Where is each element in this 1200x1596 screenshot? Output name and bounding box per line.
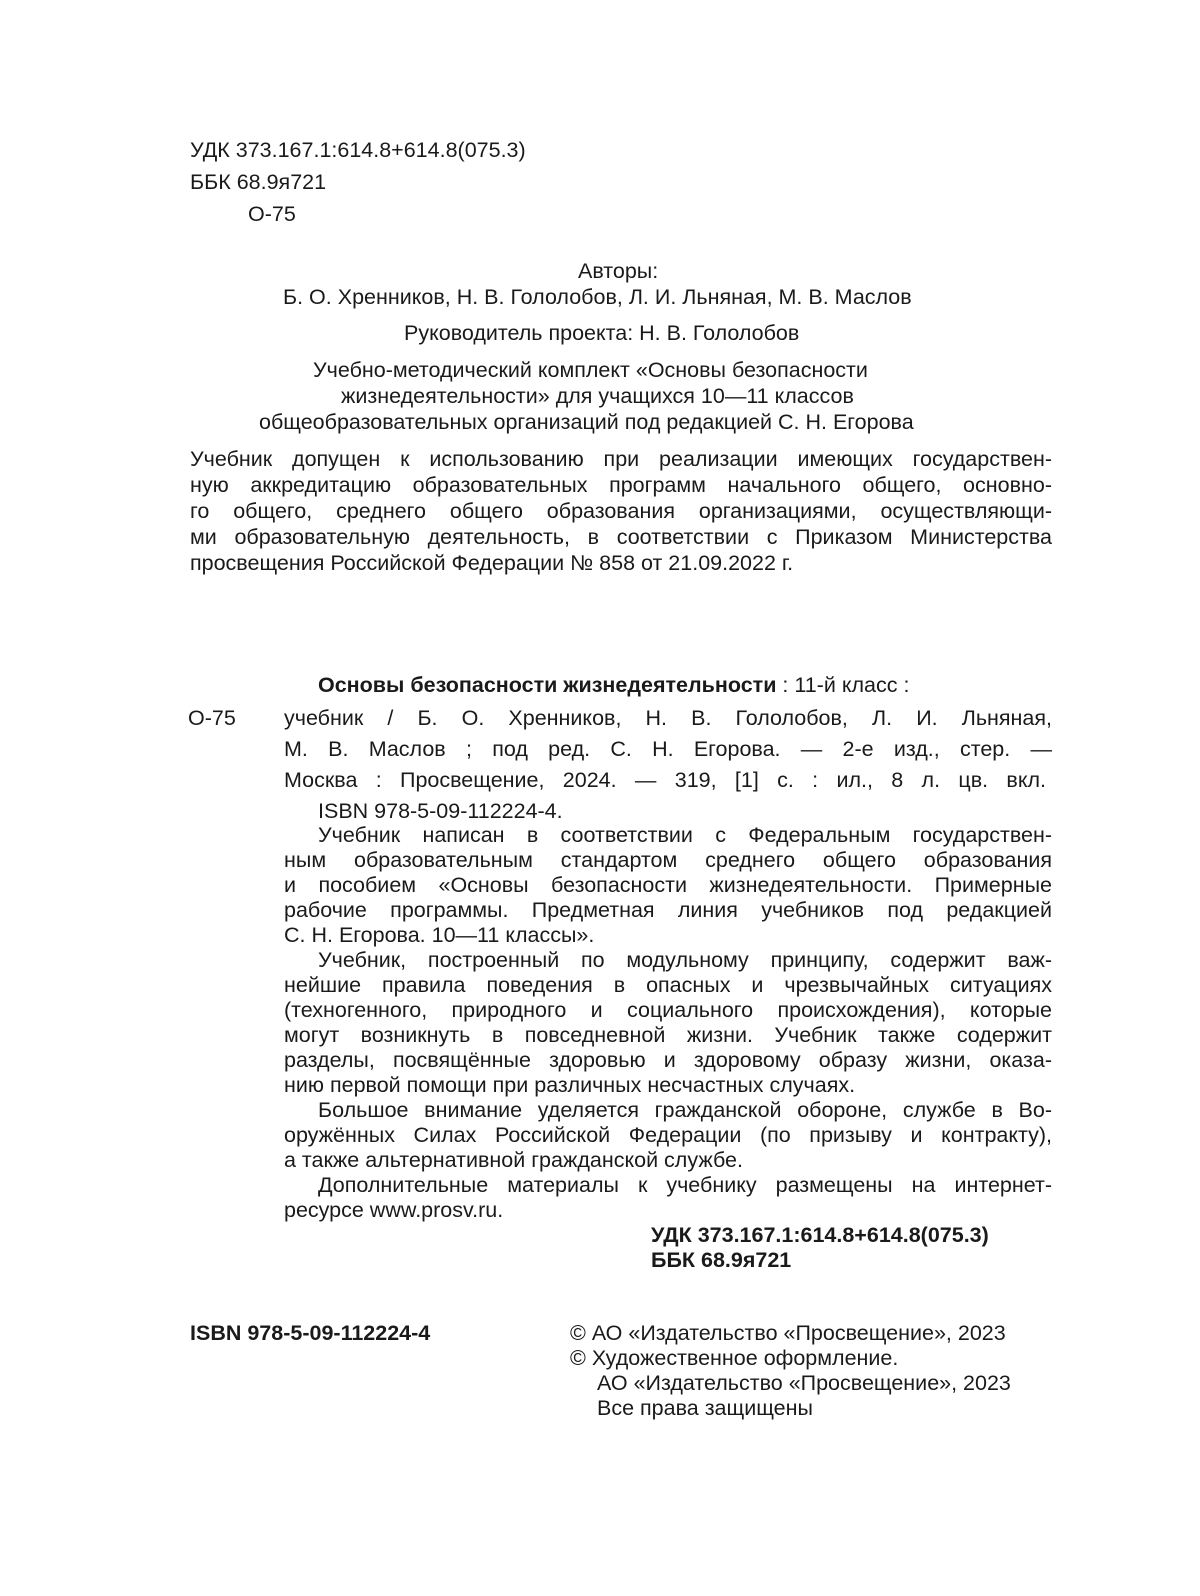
catalog-code: О-75	[188, 706, 236, 730]
umk-line: жизнедеятельности» для учащихся 10—11 классов	[341, 384, 854, 408]
annotation-line: нейшие правила поведения в опасных и чрезвычайных ситуациях	[284, 973, 1052, 997]
annotation-line: Большое внимание уделяется гражданской обороне, службе в Во-	[318, 1098, 1052, 1122]
annotation-line: а также альтернативной гражданской службе.	[284, 1148, 743, 1172]
umk-line: Учебно-методический комплект «Основы безопасности	[313, 358, 868, 382]
annotation-line: рабочие программы. Предметная линия учебников под редакцией	[284, 898, 1052, 922]
rights-reserved: Все права защищены	[597, 1396, 813, 1420]
annotation-line: Дополнительные материалы к учебнику размещены на интернет-	[318, 1173, 1052, 1197]
catalog-title	[318, 672, 909, 698]
udk-code-bold: УДК 373.167.1:614.8+614.8(075.3)	[651, 1223, 989, 1247]
annotation-line: разделы, посвящённые здоровью и здоровому образу жизни, оказа-	[284, 1048, 1052, 1072]
annotation-line: С. Н. Егорова. 10—11 классы».	[284, 923, 595, 947]
copyright-line: © Художественное оформление.	[570, 1346, 899, 1370]
approval-line: ми образовательную деятельность, в соответствии с Приказом Министерства	[190, 525, 1052, 549]
project-lead: Руководитель проекта: Н. В. Гололобов	[404, 321, 800, 345]
annotation-line: ресурсе www.prosv.ru.	[284, 1198, 504, 1222]
approval-line: просвещения Российской Федерации № 858 от 21.09.2022 г.	[190, 551, 794, 575]
approval-line: Учебник допущен к использованию при реализации имеющих государствен-	[190, 447, 1052, 471]
annotation-line: Учебник написан в соответствии с Федеральным государствен-	[318, 823, 1052, 847]
approval-line: го общего, среднего общего образования организациями, осуществляющи-	[190, 499, 1052, 523]
book-title-rest: : 11-й класс :	[776, 673, 910, 697]
annotation-line: (техногенного, природного и социального происхождения), которые	[284, 998, 1052, 1022]
bbk-code: ББК 68.9я721	[190, 170, 327, 194]
authors-label: Авторы:	[578, 259, 659, 283]
catalog-entry-line: Москва : Просвещение, 2024. — 319, [1] с. : ил., 8 л. цв. вкл.	[284, 768, 1046, 792]
annotation-line: нию первой помощи при различных несчастных случаях.	[284, 1073, 856, 1097]
authors-names: Б. О. Хренников, Н. В. Гололобов, Л. И. Льняная, М. В. Маслов	[283, 285, 912, 309]
bbk-code-bold: ББК 68.9я721	[651, 1248, 792, 1272]
author-mark-code: О-75	[248, 202, 296, 226]
catalog-isbn: ISBN 978-5-09-112224-4.	[318, 799, 563, 823]
copyright-line: АО «Издательство «Просвещение», 2023	[597, 1371, 1011, 1395]
annotation-line: могут возникнуть в повседневной жизни. Учебник также содержит	[284, 1023, 1052, 1047]
copyright-line: © АО «Издательство «Просвещение», 2023	[570, 1321, 1006, 1345]
catalog-entry-line: учебник / Б. О. Хренников, Н. В. Гололобов, Л. И. Льняная,	[284, 706, 1052, 730]
isbn-footer: ISBN 978-5-09-112224-4	[190, 1321, 431, 1345]
umk-line: общеобразовательных организаций под редакцией С. Н. Егорова	[259, 410, 914, 434]
udk-code: УДК 373.167.1:614.8+614.8(075.3)	[190, 138, 526, 162]
catalog-entry-line: М. В. Маслов ; под ред. С. Н. Егорова. — 2-е изд., стер. —	[284, 737, 1052, 761]
annotation-line: и пособием «Основы безопасности жизнедеятельности. Примерные	[284, 873, 1052, 897]
annotation-line: оружённых Силах Российской Федерации (по призыву и контракту),	[284, 1123, 1052, 1147]
annotation-line: Учебник, построенный по модульному принципу, содержит важ-	[318, 948, 1052, 972]
approval-line: ную аккредитацию образовательных программ начального общего, основно-	[190, 473, 1052, 497]
book-title: Основы безопасности жизнедеятельности	[318, 673, 777, 697]
annotation-line: ным образовательным стандартом среднего общего образования	[284, 848, 1052, 872]
